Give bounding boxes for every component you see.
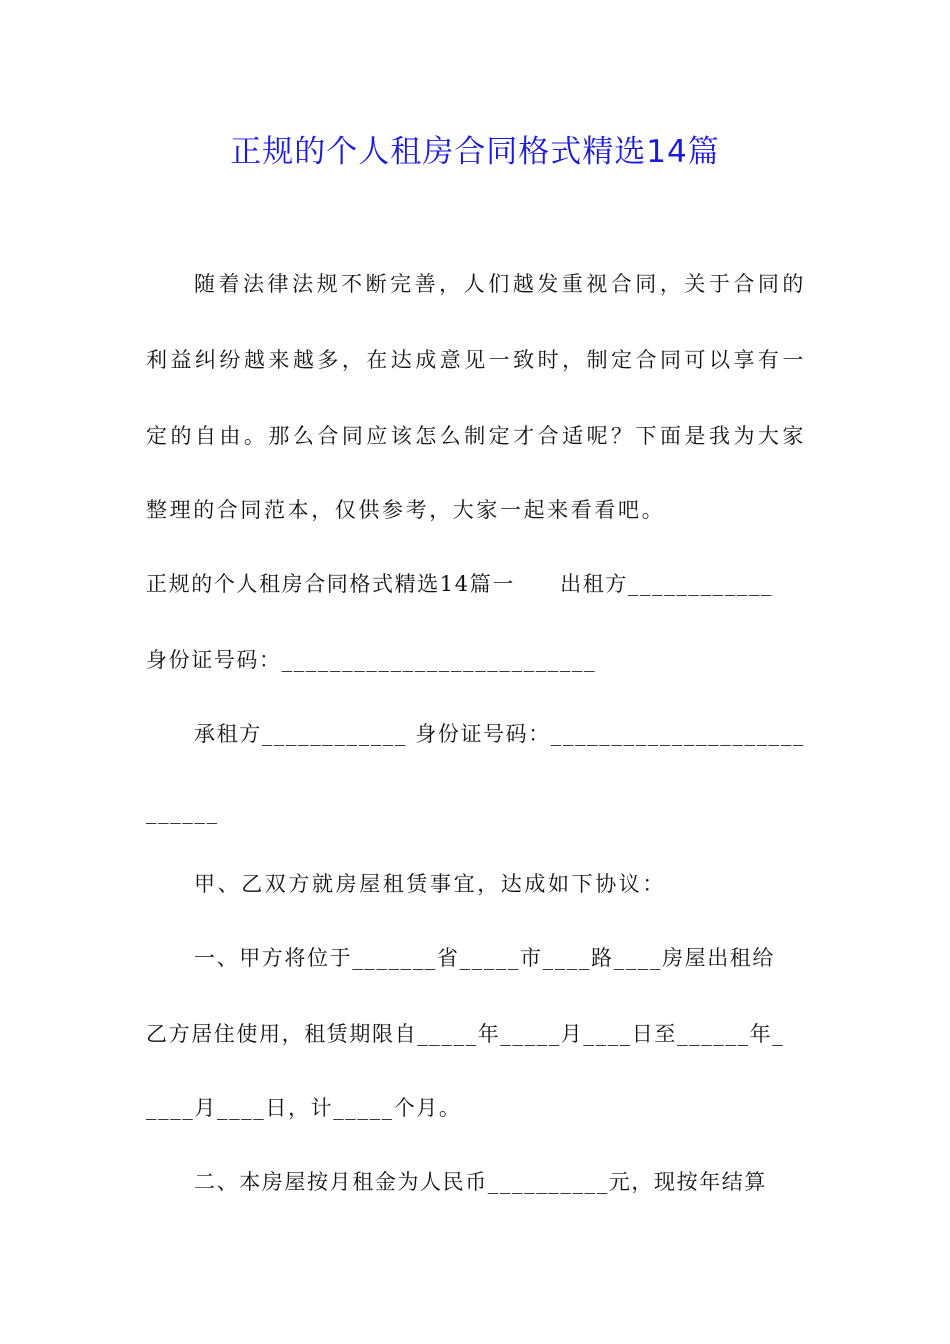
id-number-line: 身份证号码：__________________________ (146, 648, 597, 672)
document-title: 正规的个人租房合同格式精选14篇 (230, 134, 720, 170)
tenant-line: 承租方____________ 身份证号码：_____________________ (194, 722, 805, 746)
clause-line: 二、本房屋按月租金为人民币__________元，现按年结算 (194, 1170, 767, 1194)
paragraph-line: 利益纠纷越来越多，在达成意见一致时，制定合同可以享有一 (146, 348, 806, 372)
paragraph-line: 定的自由。那么合同应该怎么制定才合适呢？下面是我为大家 (146, 424, 806, 448)
clause-line: ____月____日，计_____个月。 (146, 1096, 462, 1120)
clause-line: 乙方居住使用，租赁期限自_____年_____月____日至______年_ (146, 1022, 785, 1046)
blank-line: ______ (146, 800, 219, 824)
agreement-line: 甲、乙双方就房屋租赁事宜，达成如下协议： (194, 872, 666, 896)
paragraph-line: 整理的合同范本，仅供参考，大家一起来看看吧。 (146, 498, 666, 522)
section-heading-line: 正规的个人租房合同格式精选14篇一 出租方____________ (146, 572, 774, 596)
clause-line: 一、甲方将位于_______省_____市____路____房屋出租给 (194, 946, 775, 970)
paragraph-line: 随着法律法规不断完善，人们越发重视合同，关于合同的 (194, 272, 806, 296)
